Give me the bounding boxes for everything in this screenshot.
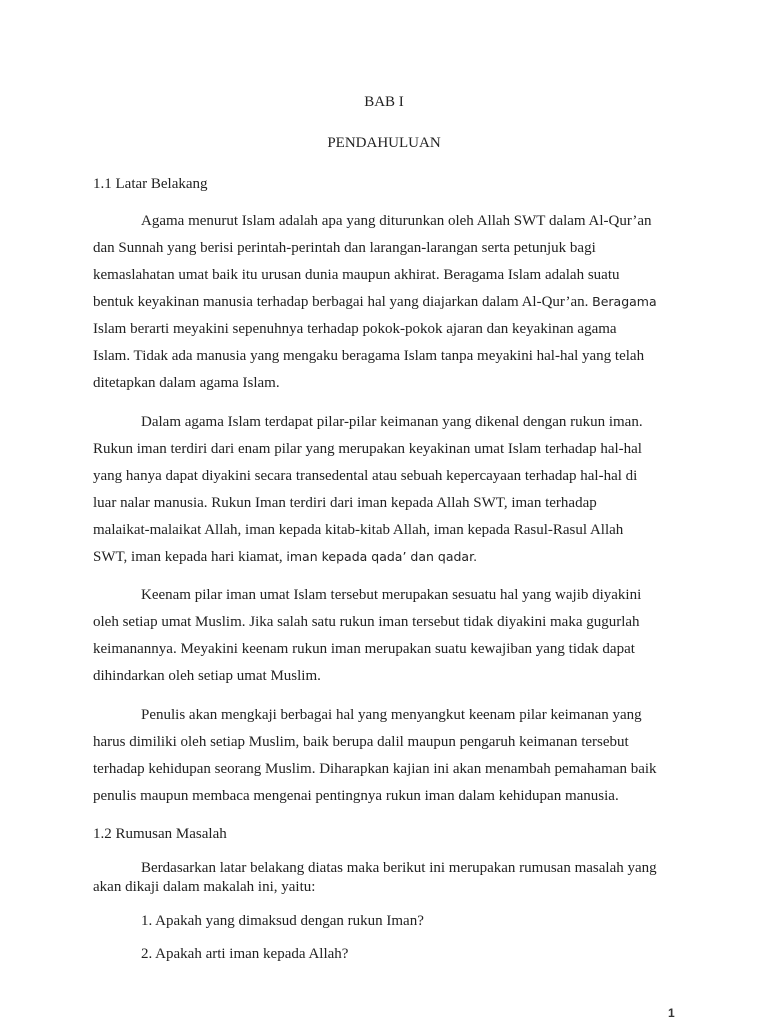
paragraph-line <box>93 293 657 311</box>
section-heading-latar-belakang: 1.1 Latar Belakang <box>93 176 208 192</box>
paragraph-line: Berdasarkan latar belakang diatas maka berikut ini merupakan rumusan masalah yang <box>141 860 657 876</box>
paragraph-line: malaikat-malaikat Allah, iman kepada kitab-kitab Allah, iman kepada Rasul-Rasul Allah <box>93 522 624 538</box>
page-number: 1 <box>668 1006 675 1020</box>
paragraph-line: keimanannya. Meyakini keenam rukun iman merupakan suatu kewajiban yang tidak dapat <box>93 641 635 657</box>
paragraph-line: dihindarkan oleh setiap umat Muslim. <box>93 668 321 684</box>
list-item: 1. Apakah yang dimaksud dengan rukun Iman? <box>141 913 424 929</box>
paragraph-line: penulis maupun membaca mengenai pentingnya rukun iman dalam kehidupan manusia. <box>93 788 619 804</box>
paragraph-line: kemaslahatan umat baik itu urusan dunia maupun akhirat. Beragama Islam adalah suatu <box>93 267 620 283</box>
paragraph-line: dan Sunnah yang berisi perintah-perintah dan larangan-larangan serta petunjuk bagi <box>93 240 596 256</box>
line-text: bentuk keyakinan manusia terhadap berbagai hal yang diajarkan dalam Al-Qur’an. <box>93 294 589 310</box>
paragraph-line: Keenam pilar iman umat Islam tersebut merupakan sesuatu hal yang wajib diyakini <box>141 587 642 603</box>
paragraph-line: Penulis akan mengkaji berbagai hal yang menyangkut keenam pilar keimanan yang <box>141 707 642 723</box>
paragraph-line: ditetapkan dalam agama Islam. <box>93 375 280 391</box>
list-item: 2. Apakah arti iman kepada Allah? <box>141 946 349 962</box>
chapter-title: PENDAHULUAN <box>327 135 441 151</box>
paragraph-line: Rukun iman terdiri dari enam pilar yang merupakan keyakinan umat Islam terhadap hal-hal <box>93 441 642 457</box>
paragraph-line: akan dikaji dalam makalah ini, yaitu: <box>93 879 316 895</box>
paragraph-line: yang hanya dapat diyakini secara transedental atau sebuah kepercayaan terhadap hal-hal di <box>93 468 638 484</box>
paragraph-line <box>93 548 477 566</box>
line-text-sans: Beragama <box>592 294 657 309</box>
section-heading-rumusan-masalah: 1.2 Rumusan Masalah <box>93 826 227 842</box>
chapter-label: BAB I <box>364 94 404 110</box>
line-text-sans: iman kepada qada’ dan qadar. <box>286 549 478 564</box>
paragraph-line: oleh setiap umat Muslim. Jika salah satu rukun iman tersebut tidak diyakini maka gugurlah <box>93 614 640 630</box>
paragraph-line: luar nalar manusia. Rukun Iman terdiri dari iman kepada Allah SWT, iman terhadap <box>93 495 597 511</box>
paragraph-line: terhadap kehidupan seorang Muslim. Diharapkan kajian ini akan menambah pemahaman baik <box>93 761 657 777</box>
paragraph-line: Islam berarti meyakini sepenuhnya terhadap pokok-pokok ajaran dan keyakinan agama <box>93 321 617 337</box>
paragraph-line: Islam. Tidak ada manusia yang mengaku beragama Islam tanpa meyakini hal-hal yang telah <box>93 348 645 364</box>
line-text: SWT, iman kepada hari kiamat, <box>93 549 283 565</box>
paragraph-line: Agama menurut Islam adalah apa yang diturunkan oleh Allah SWT dalam Al-Qur’an <box>141 213 652 229</box>
paragraph-line: harus dimiliki oleh setiap Muslim, baik berupa dalil maupun pengaruh keimanan tersebut <box>93 734 629 750</box>
paragraph-line: Dalam agama Islam terdapat pilar-pilar keimanan yang dikenal dengan rukun iman. <box>141 414 643 430</box>
